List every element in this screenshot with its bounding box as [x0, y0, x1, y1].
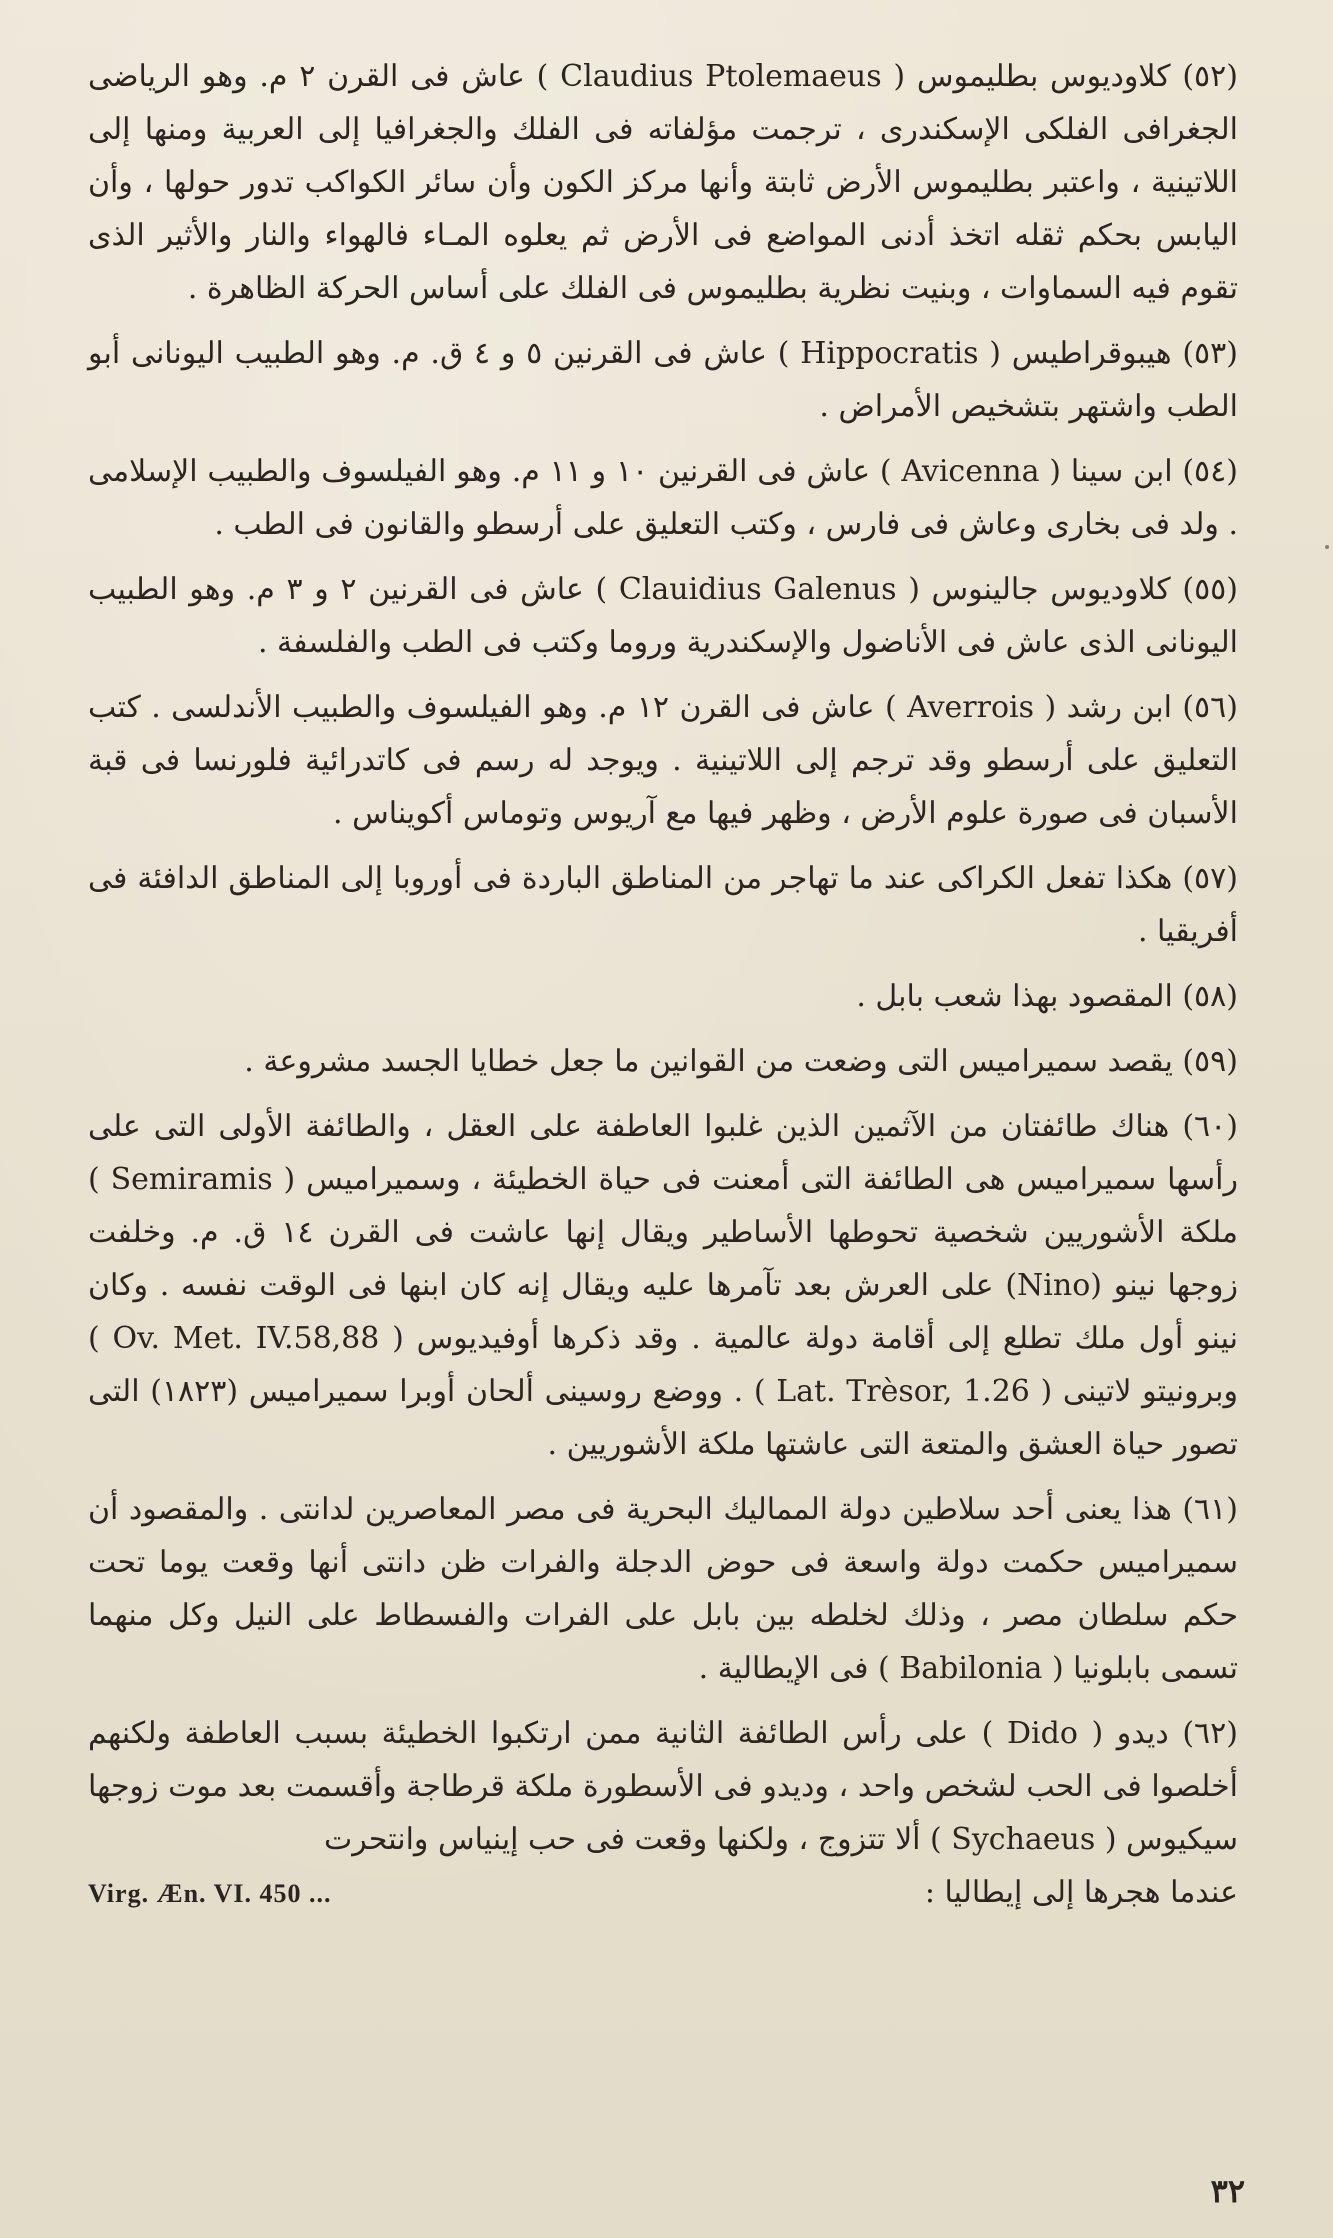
footnotes-block	[88, 50, 1238, 1920]
footnote-62-ending: عندما هجرها إلى إيطاليا :	[924, 1875, 1238, 1910]
footnote-62: (٦٢) ديدو ( Dido ) على رأس الطائفة الثانية ممن ارتكبوا الخطيئة بسبب العاطفة ولكنهم أخلصوا فى الحب لشخص واحد ، وديدو فى الأسطورة ملكة قرطاجة وأقسمت بعد موت زوجها سيكيوس ( Sychaeus ) ألا تتزوج ، ولكنها وقعت فى حب إينياس وانتحرت	[88, 1716, 1238, 1857]
footnote-59: (٥٩) يقصد سميراميس التى وضعت من القوانين ما جعل خطايا الجسد مشروعة .	[244, 1044, 1238, 1079]
footnote-55: (٥٥) كلاوديوس جالينوس ( Clauidius Galenus ) عاش فى القرنين ٢ و ٣ م. وهو الطبيب اليونانى الذى عاش فى الأناضول والإسكندرية وروما وكتب فى الطب والفلسفة .	[88, 572, 1239, 660]
footnote-53: (٥٣) هيبوقراطيس ( Hippocratis ) عاش فى القرنين ٥ و ٤ ق. م. وهو الطبيب اليونانى أبو الطب واشتهر بتشخيص الأمراض .	[88, 336, 1238, 424]
page-number: ٣٢	[1210, 2172, 1245, 2210]
virgil-citation: Virg. Æn. VI. 450 ...	[88, 1879, 332, 1908]
footnote-61: (٦١) هذا يعنى أحد سلاطين دولة المماليك البحرية فى مصر المعاصرين لدانتى . والمقصود أن سميراميس حكمت دولة واسعة فى حوض الدجلة والفرات ظن دانتى أنها وقعت يوما تحت حكم سلطان مصر ، وذلك لخلطه بين بابل على الفرات والفسطاط على النيل وكل منهما تسمى بابلونيا ( Babilonia ) فى الإيطالية .	[88, 1492, 1238, 1686]
footnote-58: (٥٨) المقصود بهذا شعب بابل .	[856, 979, 1238, 1014]
footnote-57: (٥٧) هكذا تفعل الكراكى عند ما تهاجر من المناطق الباردة فى أوروبا إلى المناطق الدافئة فى أفريقيا .	[88, 861, 1238, 949]
paper-speck	[1325, 545, 1329, 549]
footnote-62-last-line	[88, 1866, 1238, 1920]
footnote-60: (٦٠) هناك طائفتان من الآثمين الذين غلبوا العاطفة على العقل ، والطائفة الأولى التى على رأسها سميراميس هى الطائفة التى أمعنت فى حياة الخطيئة ، وسميراميس ( Semiramis ) ملكة الأشوريين شخصية تحوطها الأساطير ويقال إنها عاشت فى القرن ١٤ ق. م. وخلفت زوجها نينو (Nino) على العرش بعد تآمرها عليه ويقال إنه كان ابنها فى الوقت نفسه . وكان نينو أول ملك تطلع إلى أقامة دولة عالمية . وقد ذكرها أوفيديوس ( Ov. Met. IV.58,88 ) وبرونيتو لاتينى ( Lat. Trèsor, 1.26 ) . ووضع روسينى ألحان أوبرا سميراميس (١٨٢٣) التى تصور حياة العشق والمتعة التى عاشتها ملكة الأشوريين .	[88, 1109, 1239, 1462]
footnote-56: (٥٦) ابن رشد ( Averrois ) عاش فى القرن ١٢ م. وهو الفيلسوف والطبيب الأندلسى . كتب التعليق على أرسطو وقد ترجم إلى اللاتينية . ويوجد له رسم فى كاتدرائية فلورنسا فى قبة الأسبان فى صورة علوم الأرض ، وظهر فيها مع آريوس وتوماس أكويناس .	[88, 690, 1238, 831]
footnote-52: (٥٢) كلاوديوس بطليموس ( Claudius Ptolemaeus ) عاش فى القرن ٢ م. وهو الرياضى الجغرافى الفلكى الإسكندرى ، ترجمت مؤلفاته فى الفلك والجغرافيا إلى العربية ومنها إلى اللاتينية ، واعتبر بطليموس الأرض ثابتة وأنها مركز الكون وأن سائر الكواكب تدور حولها ، وأن اليابس بحكم ثقله اتخذ أدنى المواضع فى الأرض ثم يعلوه المـاء فالهواء والنار والأثير الذى تقوم فيه السماوات ، وبنيت نظرية بطليموس فى الفلك على أساس الحركة الظاهرة .	[88, 59, 1238, 306]
footnote-54: (٥٤) ابن سينا ( Avicenna ) عاش فى القرنين ١٠ و ١١ م. وهو الفيلسوف والطبيب الإسلامى . ولد فى بخارى وعاش فى فارس ، وكتب التعليق على أرسطو والقانون فى الطب .	[88, 454, 1238, 542]
